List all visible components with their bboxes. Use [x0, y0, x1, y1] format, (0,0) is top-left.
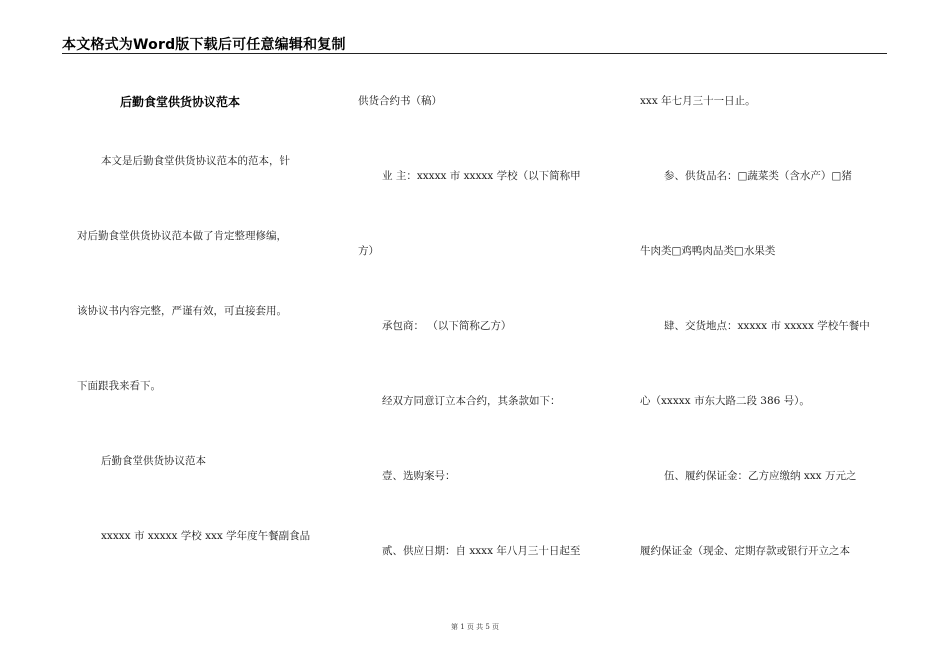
paragraph-line: 该协议书内容完整，严谨有效，可直接套用。 — [77, 305, 287, 317]
paragraph-line: 经双方同意订立本合约，其条款如下： — [382, 395, 561, 407]
paragraph-line: xxx 年七月三十一日止。 — [640, 95, 756, 107]
paragraph-line: 方） — [358, 245, 379, 257]
header-divider — [62, 53, 887, 54]
paragraph-line: 伍、履约保证金：乙方应缴纳 xxx 万元之 — [664, 470, 857, 482]
paragraph-line: 贰、供应日期：自 xxxx 年八月三十日起至 — [382, 545, 581, 557]
paragraph-line: 下面跟我来看下。 — [77, 380, 161, 392]
paragraph-line: 牛肉类□鸡鸭肉品类□水果类 — [640, 245, 776, 257]
document-title: 后勤食堂供货协议范本 — [120, 95, 241, 109]
paragraph-line: 本文是后勤食堂供货协议范本的范本，针 — [101, 155, 290, 167]
document-header: 本文格式为Word版下载后可任意编辑和复制 — [62, 37, 346, 53]
paragraph-line: 心（xxxxx 市东大路二段 386 号）。 — [640, 395, 810, 407]
paragraph-line: 对后勤食堂供货协议范本做了肯定整理修编， — [77, 230, 287, 242]
paragraph-line: 业 主：xxxxx 市 xxxxx 学校（以下简称甲 — [382, 170, 581, 182]
paragraph-line: 承包商： （以下简称乙方） — [382, 320, 512, 332]
contract-heading: 供货合约书（稿） — [358, 95, 442, 107]
paragraph-line: 肆、交货地点：xxxxx 市 xxxxx 学校午餐中 — [664, 320, 870, 332]
paragraph-line: 壹、选购案号： — [382, 470, 456, 482]
paragraph-line: 履约保证金（现金、定期存款或银行开立之本 — [640, 545, 850, 557]
paragraph-line: 参、供货品名：□蔬菜类（含水产）□猪 — [664, 170, 852, 182]
section-heading: 后勤食堂供货协议范本 — [101, 455, 206, 467]
paragraph-line: xxxxx 市 xxxxx 学校 xxx 学年度午餐副食品 — [101, 530, 311, 542]
page-number: 第 1 页 共 5 页 — [450, 623, 500, 631]
